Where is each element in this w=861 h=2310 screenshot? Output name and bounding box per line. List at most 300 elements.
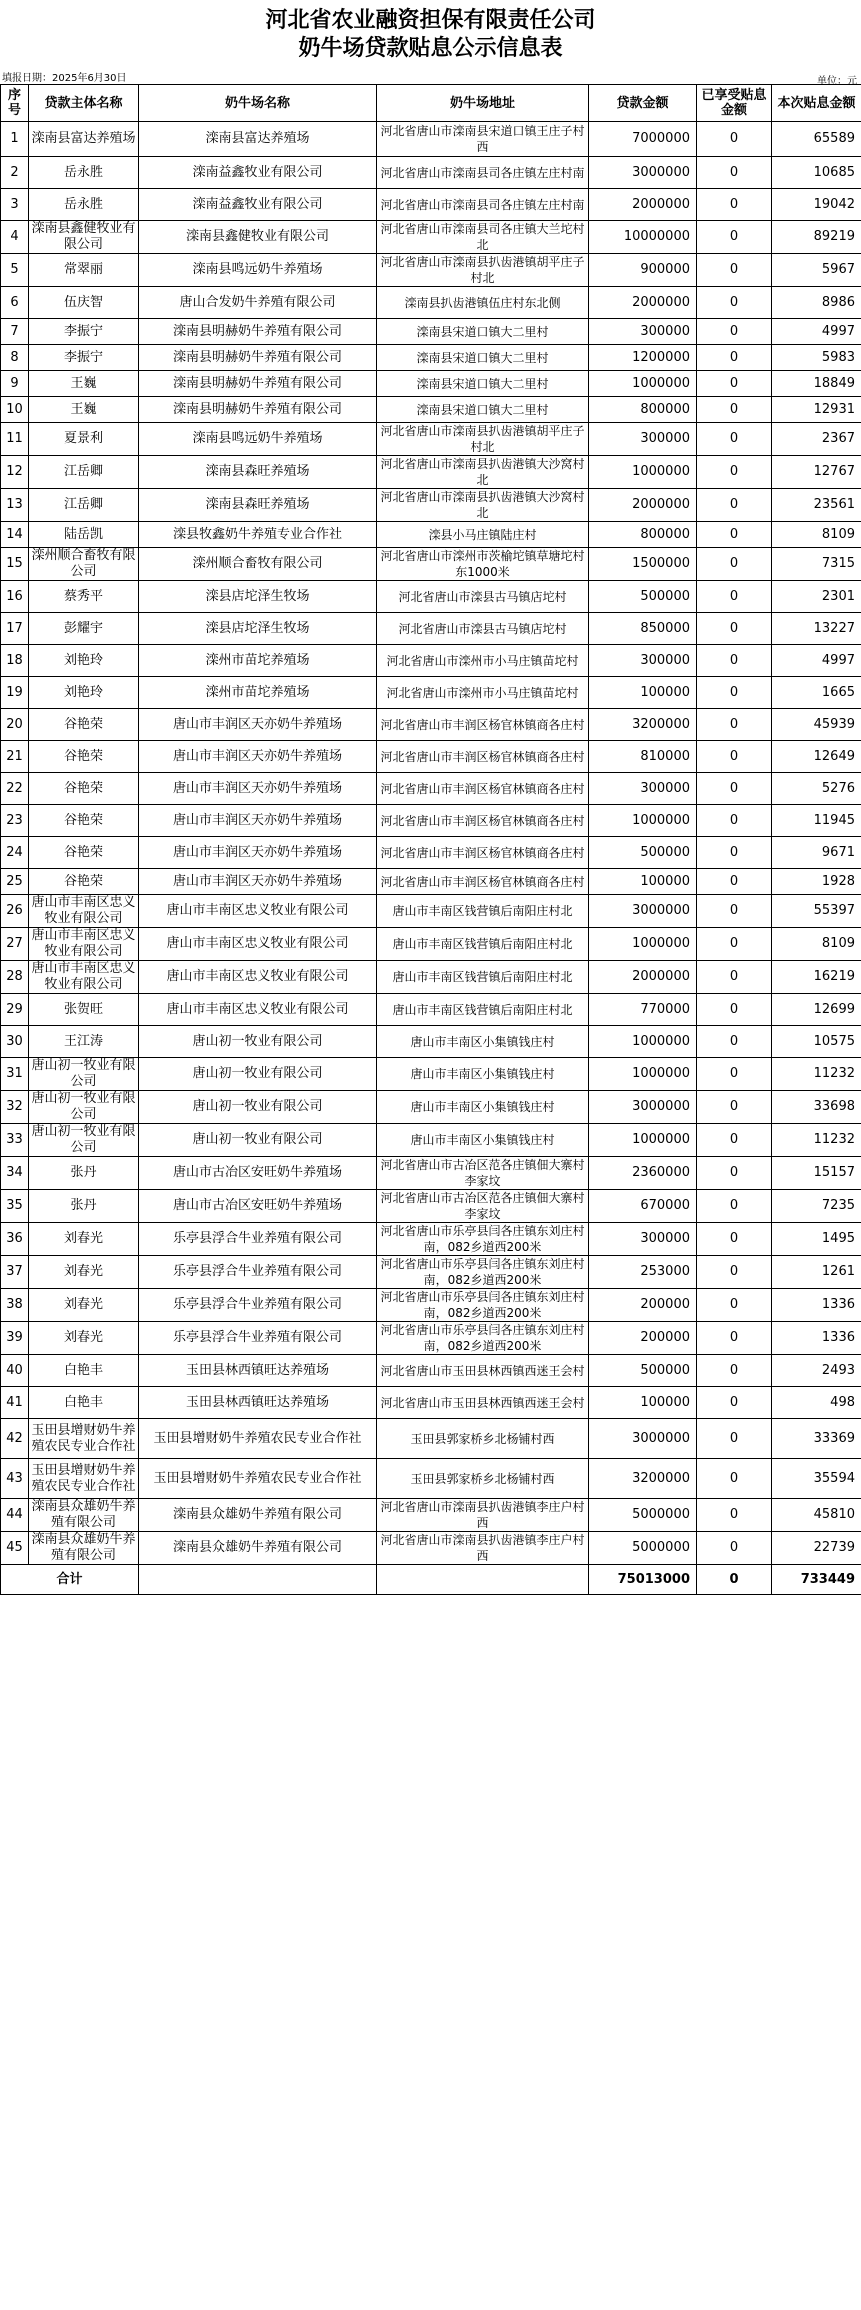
header-borrower: 贷款主体名称 [29, 85, 139, 122]
row-received-subsidy: 0 [697, 319, 772, 345]
row-farm-address: 河北省唐山市滦州市茨榆坨镇草塘坨村东1000米 [377, 548, 589, 581]
row-farm-name: 唐山市丰南区忠义牧业有限公司 [139, 895, 377, 928]
row-index: 5 [1, 254, 29, 287]
row-farm-name: 滦南县鸣远奶牛养殖场 [139, 423, 377, 456]
row-index: 30 [1, 1026, 29, 1058]
row-current-subsidy: 12931 [772, 397, 861, 423]
total-address-empty [377, 1565, 589, 1595]
row-current-subsidy: 11232 [772, 1058, 861, 1091]
row-received-subsidy: 0 [697, 1419, 772, 1459]
row-farm-name: 唐山市丰润区天亦奶牛养殖场 [139, 741, 377, 773]
row-borrower: 张丹 [29, 1190, 139, 1223]
row-index: 37 [1, 1256, 29, 1289]
row-farm-address: 唐山市丰南区小集镇钱庄村 [377, 1124, 589, 1157]
table-row [1, 122, 861, 157]
row-borrower: 滦南县鑫健牧业有限公司 [29, 221, 139, 254]
row-index: 13 [1, 489, 29, 522]
table-row [1, 522, 861, 548]
row-farm-address: 河北省唐山市乐亭县闫各庄镇东刘庄村南，082乡道西200米 [377, 1223, 589, 1256]
row-farm-address: 河北省唐山市古冶区范各庄镇佃大寨村李家坟 [377, 1157, 589, 1190]
row-farm-address: 河北省唐山市滦南县宋道口镇王庄子村西 [377, 122, 589, 157]
row-loan-amount: 300000 [589, 645, 697, 677]
row-loan-amount: 3000000 [589, 157, 697, 189]
row-farm-name: 滦县店坨泽生牧场 [139, 581, 377, 613]
row-borrower: 谷艳荣 [29, 869, 139, 895]
row-borrower: 蔡秀平 [29, 581, 139, 613]
row-farm-name: 唐山合发奶牛养殖有限公司 [139, 287, 377, 319]
row-borrower: 彭耀宇 [29, 613, 139, 645]
row-current-subsidy: 18849 [772, 371, 861, 397]
row-current-subsidy: 2493 [772, 1355, 861, 1387]
row-borrower: 江岳卿 [29, 489, 139, 522]
row-received-subsidy: 0 [697, 548, 772, 581]
row-current-subsidy: 11945 [772, 805, 861, 837]
row-loan-amount: 100000 [589, 1387, 697, 1419]
row-index: 16 [1, 581, 29, 613]
table-row [1, 645, 861, 677]
subsidy-table [0, 84, 861, 1595]
row-loan-amount: 300000 [589, 319, 697, 345]
meta-bar [0, 62, 861, 87]
row-borrower: 伍庆智 [29, 287, 139, 319]
row-borrower: 谷艳荣 [29, 773, 139, 805]
row-farm-name: 滦南县明赫奶牛养殖有限公司 [139, 319, 377, 345]
row-loan-amount: 3000000 [589, 1091, 697, 1124]
row-received-subsidy: 0 [697, 221, 772, 254]
table-row [1, 837, 861, 869]
row-farm-name: 唐山市古冶区安旺奶牛养殖场 [139, 1157, 377, 1190]
row-loan-amount: 7000000 [589, 122, 697, 157]
row-received-subsidy: 0 [697, 869, 772, 895]
row-index: 23 [1, 805, 29, 837]
row-farm-name: 乐亭县浮合牛业养殖有限公司 [139, 1223, 377, 1256]
row-index: 24 [1, 837, 29, 869]
row-borrower: 唐山市丰南区忠义牧业有限公司 [29, 961, 139, 994]
row-borrower: 谷艳荣 [29, 741, 139, 773]
row-index: 27 [1, 928, 29, 961]
row-index: 7 [1, 319, 29, 345]
row-current-subsidy: 2301 [772, 581, 861, 613]
row-farm-address: 河北省唐山市滦州市小马庄镇苗坨村 [377, 677, 589, 709]
row-index: 22 [1, 773, 29, 805]
table-row [1, 221, 861, 254]
row-index: 38 [1, 1289, 29, 1322]
row-loan-amount: 1000000 [589, 1058, 697, 1091]
row-current-subsidy: 33369 [772, 1419, 861, 1459]
row-farm-name: 滦南县明赫奶牛养殖有限公司 [139, 397, 377, 423]
row-borrower: 唐山初一牧业有限公司 [29, 1124, 139, 1157]
table-row [1, 1419, 861, 1459]
header-farm-name: 奶牛场名称 [139, 85, 377, 122]
table-row [1, 741, 861, 773]
row-farm-name: 滦南县众雄奶牛养殖有限公司 [139, 1499, 377, 1532]
row-loan-amount: 1000000 [589, 928, 697, 961]
row-farm-address: 河北省唐山市玉田县林西镇西迷王会村 [377, 1355, 589, 1387]
row-farm-address: 河北省唐山市滦南县司各庄镇左庄村南 [377, 189, 589, 221]
row-farm-address: 河北省唐山市乐亭县闫各庄镇东刘庄村南，082乡道西200米 [377, 1289, 589, 1322]
fill-date: 填报日期：2025年6月30日 [2, 73, 127, 84]
row-index: 18 [1, 645, 29, 677]
table-row [1, 1289, 861, 1322]
row-current-subsidy: 7235 [772, 1190, 861, 1223]
row-borrower: 张丹 [29, 1157, 139, 1190]
row-farm-name: 玉田县增财奶牛养殖农民专业合作社 [139, 1419, 377, 1459]
row-current-subsidy: 22739 [772, 1532, 861, 1565]
row-farm-address: 河北省唐山市滦县古马镇店坨村 [377, 581, 589, 613]
row-farm-name: 唐山初一牧业有限公司 [139, 1124, 377, 1157]
row-farm-address: 河北省唐山市丰润区杨官林镇商各庄村 [377, 805, 589, 837]
row-farm-name: 乐亭县浮合牛业养殖有限公司 [139, 1289, 377, 1322]
row-farm-address: 河北省唐山市滦南县扒齿港镇李庄户村西 [377, 1499, 589, 1532]
row-farm-name: 滦南县明赫奶牛养殖有限公司 [139, 371, 377, 397]
row-borrower: 刘春光 [29, 1322, 139, 1355]
row-borrower: 张贺旺 [29, 994, 139, 1026]
header-index: 序号 [1, 85, 29, 122]
table-row [1, 805, 861, 837]
row-farm-address: 河北省唐山市古冶区范各庄镇佃大寨村李家坟 [377, 1190, 589, 1223]
table-row [1, 371, 861, 397]
row-received-subsidy: 0 [697, 1459, 772, 1499]
row-loan-amount: 810000 [589, 741, 697, 773]
row-current-subsidy: 8109 [772, 928, 861, 961]
row-current-subsidy: 11232 [772, 1124, 861, 1157]
row-farm-address: 河北省唐山市滦南县扒齿港镇李庄户村西 [377, 1532, 589, 1565]
row-index: 39 [1, 1322, 29, 1355]
row-current-subsidy: 13227 [772, 613, 861, 645]
row-loan-amount: 1000000 [589, 1026, 697, 1058]
row-farm-name: 滦南县众雄奶牛养殖有限公司 [139, 1532, 377, 1565]
row-loan-amount: 10000000 [589, 221, 697, 254]
row-index: 9 [1, 371, 29, 397]
row-index: 17 [1, 613, 29, 645]
row-loan-amount: 1000000 [589, 371, 697, 397]
row-borrower: 陆岳凯 [29, 522, 139, 548]
row-received-subsidy: 0 [697, 1499, 772, 1532]
row-index: 33 [1, 1124, 29, 1157]
row-farm-address: 河北省唐山市滦南县扒齿港镇胡平庄子村北 [377, 423, 589, 456]
table-row [1, 895, 861, 928]
row-current-subsidy: 5983 [772, 345, 861, 371]
row-index: 25 [1, 869, 29, 895]
row-loan-amount: 1200000 [589, 345, 697, 371]
row-index: 21 [1, 741, 29, 773]
document-title-line1: 河北省农业融资担保有限责任公司 [265, 7, 596, 33]
row-borrower: 玉田县增财奶牛养殖农民专业合作社 [29, 1459, 139, 1499]
row-farm-name: 唐山初一牧业有限公司 [139, 1091, 377, 1124]
row-borrower: 谷艳荣 [29, 805, 139, 837]
row-index: 11 [1, 423, 29, 456]
row-loan-amount: 850000 [589, 613, 697, 645]
row-farm-address: 滦南县宋道口镇大二里村 [377, 319, 589, 345]
row-farm-address: 河北省唐山市丰润区杨官林镇商各庄村 [377, 869, 589, 895]
row-farm-address: 河北省唐山市玉田县林西镇西迷王会村 [377, 1387, 589, 1419]
row-borrower: 唐山初一牧业有限公司 [29, 1091, 139, 1124]
row-index: 3 [1, 189, 29, 221]
row-received-subsidy: 0 [697, 1091, 772, 1124]
row-received-subsidy: 0 [697, 397, 772, 423]
row-borrower: 王巍 [29, 397, 139, 423]
row-farm-address: 河北省唐山市滦南县扒齿港镇大沙窝村北 [377, 456, 589, 489]
row-received-subsidy: 0 [697, 456, 772, 489]
row-current-subsidy: 23561 [772, 489, 861, 522]
row-borrower: 岳永胜 [29, 157, 139, 189]
unit-label: 单位：元 [817, 76, 857, 87]
table-row [1, 1223, 861, 1256]
row-index: 29 [1, 994, 29, 1026]
row-farm-name: 乐亭县浮合牛业养殖有限公司 [139, 1322, 377, 1355]
row-farm-address: 河北省唐山市滦南县司各庄镇左庄村南 [377, 157, 589, 189]
total-label: 合计 [1, 1565, 139, 1595]
row-received-subsidy: 0 [697, 1532, 772, 1565]
row-borrower: 滦南县富达养殖场 [29, 122, 139, 157]
table-row [1, 423, 861, 456]
row-index: 41 [1, 1387, 29, 1419]
row-borrower: 玉田县增财奶牛养殖农民专业合作社 [29, 1419, 139, 1459]
row-received-subsidy: 0 [697, 157, 772, 189]
table-row [1, 1322, 861, 1355]
row-farm-address: 河北省唐山市滦州市小马庄镇苗坨村 [377, 645, 589, 677]
row-loan-amount: 1500000 [589, 548, 697, 581]
row-farm-name: 唐山市丰南区忠义牧业有限公司 [139, 961, 377, 994]
row-current-subsidy: 12767 [772, 456, 861, 489]
row-farm-address: 滦南县扒齿港镇伍庄村东北侧 [377, 287, 589, 319]
row-current-subsidy: 5276 [772, 773, 861, 805]
row-farm-name: 玉田县林西镇旺达养殖场 [139, 1387, 377, 1419]
row-farm-name: 滦县牧鑫奶牛养殖专业合作社 [139, 522, 377, 548]
row-borrower: 谷艳荣 [29, 709, 139, 741]
row-farm-name: 滦南县森旺养殖场 [139, 456, 377, 489]
table-row [1, 1058, 861, 1091]
row-farm-name: 唐山市丰润区天亦奶牛养殖场 [139, 805, 377, 837]
row-received-subsidy: 0 [697, 1355, 772, 1387]
row-loan-amount: 2000000 [589, 961, 697, 994]
row-farm-address: 河北省唐山市丰润区杨官林镇商各庄村 [377, 741, 589, 773]
row-received-subsidy: 0 [697, 994, 772, 1026]
table-header-row [1, 85, 861, 122]
row-current-subsidy: 1261 [772, 1256, 861, 1289]
row-current-subsidy: 1928 [772, 869, 861, 895]
row-farm-address: 唐山市丰南区小集镇钱庄村 [377, 1026, 589, 1058]
header-current-subsidy: 本次贴息金额 [772, 85, 861, 122]
row-farm-address: 滦南县宋道口镇大二里村 [377, 397, 589, 423]
row-loan-amount: 300000 [589, 773, 697, 805]
row-loan-amount: 200000 [589, 1322, 697, 1355]
row-farm-name: 滦州市苗坨养殖场 [139, 645, 377, 677]
table-row [1, 1026, 861, 1058]
row-received-subsidy: 0 [697, 287, 772, 319]
row-farm-name: 唐山市丰南区忠义牧业有限公司 [139, 928, 377, 961]
table-row [1, 287, 861, 319]
row-loan-amount: 800000 [589, 522, 697, 548]
row-loan-amount: 300000 [589, 423, 697, 456]
row-farm-name: 玉田县林西镇旺达养殖场 [139, 1355, 377, 1387]
row-current-subsidy: 45810 [772, 1499, 861, 1532]
row-index: 34 [1, 1157, 29, 1190]
row-farm-address: 玉田县郭家桥乡北杨铺村西 [377, 1419, 589, 1459]
row-farm-address: 滦南县宋道口镇大二里村 [377, 371, 589, 397]
row-borrower: 夏景利 [29, 423, 139, 456]
row-index: 28 [1, 961, 29, 994]
table-row [1, 581, 861, 613]
row-index: 43 [1, 1459, 29, 1499]
row-loan-amount: 770000 [589, 994, 697, 1026]
row-loan-amount: 3000000 [589, 1419, 697, 1459]
row-current-subsidy: 55397 [772, 895, 861, 928]
row-borrower: 滦南县众雄奶牛养殖有限公司 [29, 1532, 139, 1565]
row-index: 45 [1, 1532, 29, 1565]
row-received-subsidy: 0 [697, 122, 772, 157]
row-index: 10 [1, 397, 29, 423]
header-received-subsidy: 已享受贴息金额 [697, 85, 772, 122]
table-row [1, 1499, 861, 1532]
row-index: 26 [1, 895, 29, 928]
row-loan-amount: 100000 [589, 869, 697, 895]
row-farm-address: 河北省唐山市滦县古马镇店坨村 [377, 613, 589, 645]
row-index: 15 [1, 548, 29, 581]
header-farm-address: 奶牛场地址 [377, 85, 589, 122]
row-index: 8 [1, 345, 29, 371]
table-row [1, 548, 861, 581]
row-current-subsidy: 8109 [772, 522, 861, 548]
row-borrower: 唐山初一牧业有限公司 [29, 1058, 139, 1091]
row-current-subsidy: 15157 [772, 1157, 861, 1190]
row-index: 19 [1, 677, 29, 709]
table-row [1, 1532, 861, 1565]
row-farm-name: 唐山市古冶区安旺奶牛养殖场 [139, 1190, 377, 1223]
row-farm-address: 河北省唐山市滦南县扒齿港镇胡平庄子村北 [377, 254, 589, 287]
table-row [1, 928, 861, 961]
row-index: 35 [1, 1190, 29, 1223]
row-farm-name: 滦南益鑫牧业有限公司 [139, 189, 377, 221]
row-current-subsidy: 33698 [772, 1091, 861, 1124]
row-received-subsidy: 0 [697, 423, 772, 456]
row-farm-name: 滦县店坨泽生牧场 [139, 613, 377, 645]
row-received-subsidy: 0 [697, 645, 772, 677]
row-farm-name: 乐亭县浮合牛业养殖有限公司 [139, 1256, 377, 1289]
row-current-subsidy: 2367 [772, 423, 861, 456]
row-farm-name: 滦南益鑫牧业有限公司 [139, 157, 377, 189]
row-borrower: 滦州顺合畜牧有限公司 [29, 548, 139, 581]
row-farm-address: 河北省唐山市乐亭县闫各庄镇东刘庄村南，082乡道西200米 [377, 1322, 589, 1355]
row-received-subsidy: 0 [697, 613, 772, 645]
row-borrower: 滦南县众雄奶牛养殖有限公司 [29, 1499, 139, 1532]
row-loan-amount: 500000 [589, 1355, 697, 1387]
row-current-subsidy: 1495 [772, 1223, 861, 1256]
row-farm-address: 河北省唐山市丰润区杨官林镇商各庄村 [377, 773, 589, 805]
row-loan-amount: 5000000 [589, 1532, 697, 1565]
row-received-subsidy: 0 [697, 345, 772, 371]
table-row [1, 1091, 861, 1124]
total-subsidy: 733449 [772, 1565, 861, 1595]
row-farm-address: 唐山市丰南区钱营镇后南阳庄村北 [377, 928, 589, 961]
row-loan-amount: 200000 [589, 1289, 697, 1322]
row-index: 12 [1, 456, 29, 489]
row-current-subsidy: 45939 [772, 709, 861, 741]
row-current-subsidy: 35594 [772, 1459, 861, 1499]
row-loan-amount: 2000000 [589, 189, 697, 221]
table-row [1, 677, 861, 709]
row-current-subsidy: 65589 [772, 122, 861, 157]
row-current-subsidy: 4997 [772, 645, 861, 677]
table-row [1, 254, 861, 287]
row-current-subsidy: 89219 [772, 221, 861, 254]
row-loan-amount: 3200000 [589, 709, 697, 741]
row-current-subsidy: 1336 [772, 1289, 861, 1322]
row-borrower: 江岳卿 [29, 456, 139, 489]
row-received-subsidy: 0 [697, 837, 772, 869]
row-received-subsidy: 0 [697, 1387, 772, 1419]
row-borrower: 刘艳玲 [29, 645, 139, 677]
row-borrower: 王巍 [29, 371, 139, 397]
row-borrower: 唐山市丰南区忠义牧业有限公司 [29, 928, 139, 961]
table-row [1, 961, 861, 994]
row-index: 4 [1, 221, 29, 254]
row-current-subsidy: 12699 [772, 994, 861, 1026]
row-borrower: 谷艳荣 [29, 837, 139, 869]
row-received-subsidy: 0 [697, 773, 772, 805]
row-farm-name: 滦南县明赫奶牛养殖有限公司 [139, 345, 377, 371]
row-received-subsidy: 0 [697, 1026, 772, 1058]
total-farm-empty [139, 1565, 377, 1595]
row-farm-name: 滦州顺合畜牧有限公司 [139, 548, 377, 581]
row-borrower: 岳永胜 [29, 189, 139, 221]
row-loan-amount: 253000 [589, 1256, 697, 1289]
row-current-subsidy: 4997 [772, 319, 861, 345]
row-borrower: 李振宁 [29, 319, 139, 345]
document-title-line2: 奶牛场贷款贴息公示信息表 [298, 35, 563, 61]
table-row [1, 397, 861, 423]
row-current-subsidy: 9671 [772, 837, 861, 869]
row-index: 2 [1, 157, 29, 189]
row-borrower: 刘艳玲 [29, 677, 139, 709]
row-borrower: 唐山市丰南区忠义牧业有限公司 [29, 895, 139, 928]
row-received-subsidy: 0 [697, 1223, 772, 1256]
row-received-subsidy: 0 [697, 189, 772, 221]
row-received-subsidy: 0 [697, 895, 772, 928]
header-loan-amount: 贷款金额 [589, 85, 697, 122]
row-farm-address: 河北省唐山市乐亭县闫各庄镇东刘庄村南，082乡道西200米 [377, 1256, 589, 1289]
row-current-subsidy: 5967 [772, 254, 861, 287]
row-current-subsidy: 8986 [772, 287, 861, 319]
row-farm-address: 唐山市丰南区钱营镇后南阳庄村北 [377, 961, 589, 994]
table-row [1, 1256, 861, 1289]
row-loan-amount: 300000 [589, 1223, 697, 1256]
row-loan-amount: 500000 [589, 837, 697, 869]
row-farm-name: 滦州市苗坨养殖场 [139, 677, 377, 709]
row-farm-name: 唐山市丰润区天亦奶牛养殖场 [139, 869, 377, 895]
table-row [1, 773, 861, 805]
row-current-subsidy: 16219 [772, 961, 861, 994]
total-loan: 75013000 [589, 1565, 697, 1595]
row-loan-amount: 3200000 [589, 1459, 697, 1499]
row-current-subsidy: 498 [772, 1387, 861, 1419]
row-loan-amount: 2000000 [589, 287, 697, 319]
row-received-subsidy: 0 [697, 805, 772, 837]
row-borrower: 王江涛 [29, 1026, 139, 1058]
row-loan-amount: 1000000 [589, 1124, 697, 1157]
row-current-subsidy: 1665 [772, 677, 861, 709]
row-farm-name: 唐山初一牧业有限公司 [139, 1058, 377, 1091]
row-borrower: 刘春光 [29, 1223, 139, 1256]
row-loan-amount: 1000000 [589, 805, 697, 837]
row-borrower: 白艳丰 [29, 1387, 139, 1419]
row-index: 32 [1, 1091, 29, 1124]
row-farm-address: 玉田县郭家桥乡北杨铺村西 [377, 1459, 589, 1499]
row-borrower: 常翠丽 [29, 254, 139, 287]
row-loan-amount: 900000 [589, 254, 697, 287]
row-current-subsidy: 10685 [772, 157, 861, 189]
row-received-subsidy: 0 [697, 254, 772, 287]
